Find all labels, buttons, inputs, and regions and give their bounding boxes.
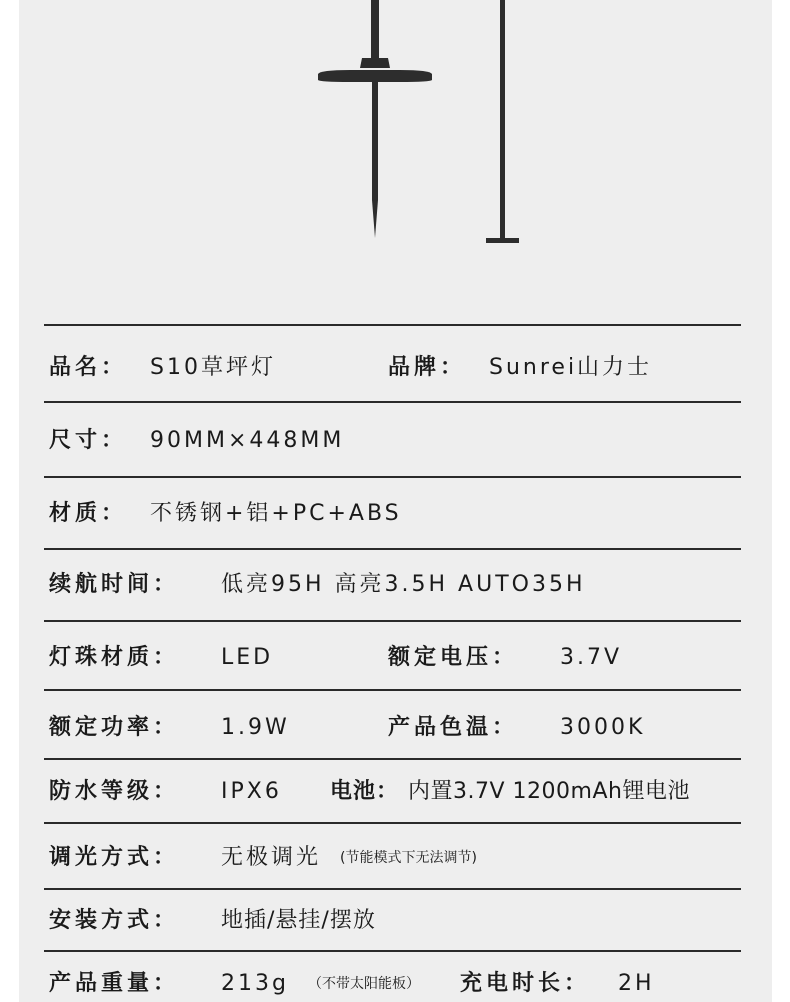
label-name: 品名： [49,355,128,380]
divider [44,822,741,824]
label-battery: 电池： [330,779,400,804]
divider [44,401,741,403]
label-install: 安装方式： [49,908,180,933]
height-ruler-icon [486,0,519,243]
row-endurance [0,570,790,600]
row-size [0,426,790,456]
value-install: 地插/悬挂/摆放 [221,908,376,933]
value-color-temp: 3000K [560,715,646,740]
value-voltage: 3.7V [560,645,623,670]
divider [44,548,741,550]
value-charge-time: 2H [618,971,655,996]
row-weight [0,969,790,999]
label-dimming: 调光方式： [49,845,180,870]
label-brand: 品牌： [388,355,467,380]
label-power: 额定功率： [49,715,180,740]
label-endurance: 续航时间： [49,572,180,597]
label-color-temp: 产品色温： [388,715,519,740]
divider [44,324,741,326]
row-bead [0,643,790,673]
row-dimming [0,843,790,873]
divider [44,689,741,691]
value-name: S10草坪灯 [150,355,276,380]
label-size: 尺寸： [49,428,128,453]
value-waterproof: IPX6 [221,779,282,804]
note-weight: （不带太阳能板） [308,976,420,992]
value-battery: 内置3.7V 1200mAh锂电池 [408,779,690,804]
divider [44,950,741,952]
divider [44,758,741,760]
divider [44,620,741,622]
divider [44,888,741,890]
lamp-stake-icon [318,0,432,238]
label-waterproof: 防水等级： [49,779,180,804]
product-illustration [0,0,790,260]
label-weight: 产品重量： [49,971,180,996]
label-voltage: 额定电压： [388,645,519,670]
label-material: 材质： [49,501,128,526]
value-material: 不锈钢+铝+PC+ABS [150,501,402,526]
value-dimming: 无极调光 [221,845,322,870]
label-charge-time: 充电时长： [460,971,591,996]
divider [44,476,741,478]
value-bead: LED [221,645,274,670]
row-name [0,353,790,383]
value-weight: 213g [221,971,289,996]
value-size: 90MM×448MM [150,428,345,453]
row-material [0,499,790,529]
row-install [0,906,790,936]
value-power: 1.9W [221,715,290,740]
note-dimming: (节能模式下无法调节) [340,850,477,866]
value-endurance: 低亮95H 高亮3.5H AUTO35H [221,572,586,597]
row-power [0,713,790,743]
label-bead: 灯珠材质： [49,645,180,670]
value-brand: Sunrei山力士 [489,355,653,380]
row-waterproof [0,777,790,807]
